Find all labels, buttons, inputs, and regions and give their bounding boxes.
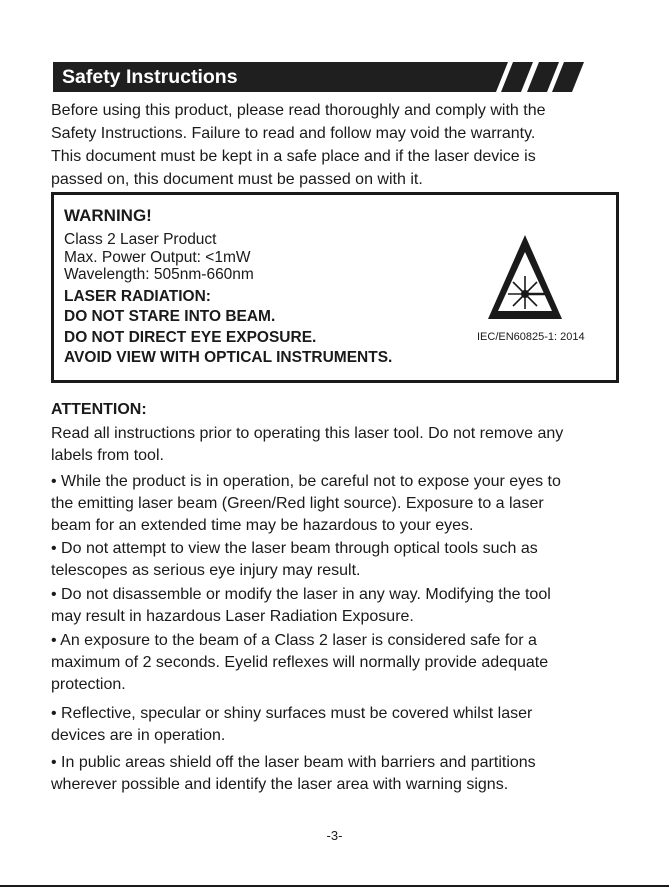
standard-reference: IEC/EN60825-1: 2014 <box>477 331 585 343</box>
paragraph-line: the emitting laser beam (Green/Red light source). Exposure to a laser <box>51 495 544 512</box>
attention-paragraph <box>51 423 631 467</box>
laser-spec-line: Max. Power Output: <1mW <box>64 248 251 266</box>
intro-paragraph <box>51 99 621 191</box>
attention-paragraph <box>51 584 631 628</box>
paragraph-line: wherever possible and identify the laser area with warning signs. <box>51 776 509 793</box>
warning-statements <box>64 287 392 368</box>
paragraph-line: • An exposure to the beam of a Class 2 laser is considered safe for a <box>51 632 537 649</box>
warning-box <box>51 192 619 383</box>
warning-statement: LASER RADIATION: <box>64 288 211 305</box>
intro-line: passed on, this document must be passed on with it. <box>51 171 423 188</box>
paragraph-line: • In public areas shield off the laser beam with barriers and partitions <box>51 754 536 771</box>
paragraph-line: may result in hazardous Laser Radiation Exposure. <box>51 608 414 625</box>
laser-spec-line: Class 2 Laser Product <box>64 231 217 248</box>
paragraph-line: Read all instructions prior to operating this laser tool. Do not remove any <box>51 425 564 442</box>
paragraph-line: telescopes as serious eye injury may result. <box>51 562 361 579</box>
warning-statement: DO NOT DIRECT EYE EXPOSURE. <box>64 328 317 346</box>
warning-statement: AVOID VIEW WITH OPTICAL INSTRUMENTS. <box>64 348 393 366</box>
intro-line: This document must be kept in a safe place and if the laser device is <box>51 148 536 165</box>
page-number: -3- <box>326 828 343 843</box>
laser-specs <box>64 231 254 284</box>
intro-line: Before using this product, please read thoroughly and comply with the <box>51 102 546 119</box>
paragraph-line: maximum of 2 seconds. Eyelid reflexes will normally provide adequate <box>51 654 549 671</box>
attention-paragraph <box>51 538 631 582</box>
attention-paragraph <box>51 703 631 747</box>
paragraph-line: • While the product is in operation, be careful not to expose your eyes to <box>51 473 561 490</box>
attention-paragraph <box>51 471 631 537</box>
paragraph-line: • Reflective, specular or shiny surfaces must be covered whilst laser <box>51 705 533 722</box>
laser-spec-line: Wavelength: 505nm-660nm <box>64 266 254 283</box>
paragraph-line: beam for an extended time may be hazardous to your eyes. <box>51 517 474 534</box>
paragraph-line: • Do not disassemble or modify the laser in any way. Modifying the tool <box>51 586 551 603</box>
paragraph-line: protection. <box>51 676 126 693</box>
paragraph-line: • Do not attempt to view the laser beam through optical tools such as <box>51 540 538 557</box>
warning-statement: DO NOT STARE INTO BEAM. <box>64 308 276 326</box>
attention-paragraph <box>51 752 631 796</box>
intro-line: Safety Instructions. Failure to read and follow may void the warranty. <box>51 125 536 142</box>
footer-divider <box>0 885 669 887</box>
warning-title: WARNING! <box>64 206 152 225</box>
paragraph-line: devices are in operation. <box>51 727 226 744</box>
laser-hazard-icon <box>486 232 564 322</box>
attention-title: ATTENTION: <box>51 401 147 418</box>
attention-paragraph <box>51 630 631 696</box>
section-header <box>53 62 589 92</box>
section-title: Safety Instructions <box>62 66 238 88</box>
paragraph-line: labels from tool. <box>51 447 164 464</box>
